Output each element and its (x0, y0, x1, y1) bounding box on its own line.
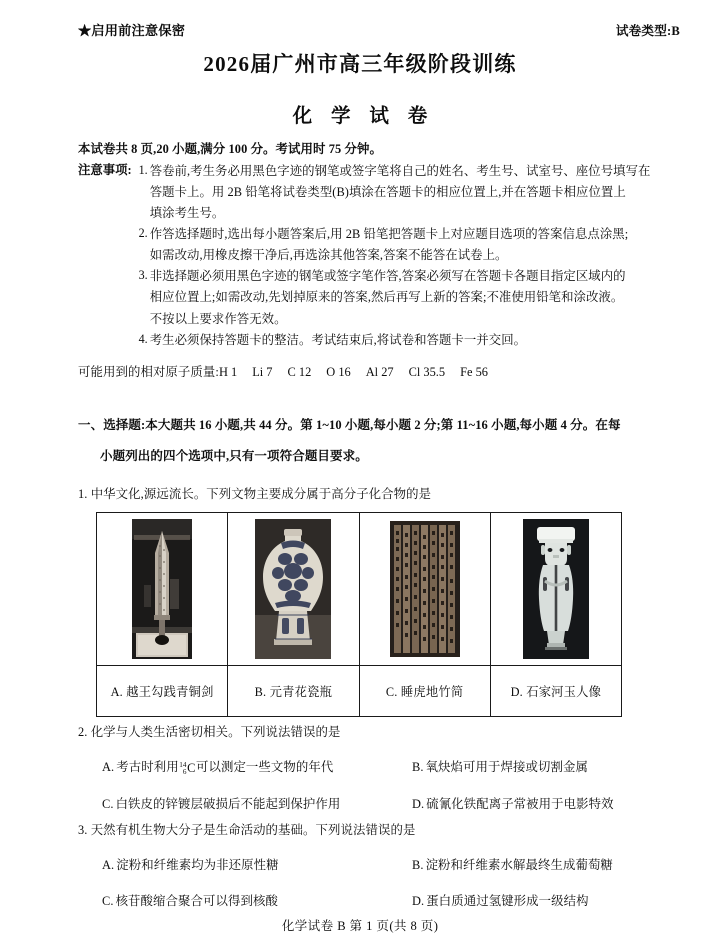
bamboo-slips-photo-svg (390, 521, 460, 657)
bronze-sword-photo (97, 513, 227, 665)
atomic-mass-label: 可能用到的相对原子质量: (78, 365, 219, 379)
option-text: 核苷酸缩合聚合可以得到核酸 (115, 894, 278, 908)
note-item-cont (133, 287, 654, 307)
note-item (133, 330, 654, 350)
element-symbol: C (187, 760, 196, 775)
atomic-mass-item: Al 27 (365, 365, 394, 379)
bronze-sword-photo-svg (132, 519, 192, 659)
artifact-image-cell (97, 513, 228, 666)
notes-wrapper (78, 161, 654, 351)
section-heading-line1: 一、选择题:本大题共 16 小题,共 44 分。第 1~10 小题,每小题 2 分;第 11~16 小题,每小题 4 分。在每 (78, 418, 621, 432)
option-text-post: 可以测定一些文物的年代 (195, 760, 334, 774)
note-item (133, 266, 654, 286)
bamboo-slips-photo (360, 513, 490, 665)
option-c[interactable] (102, 891, 412, 909)
question-2-stem: 2. 化学与人类生活密切相关。下列说法错误的是 (78, 725, 341, 739)
note-number: 3. (138, 268, 148, 283)
note-number: 4. (138, 331, 148, 346)
page-title: 2026届广州市高三年级阶段训练 (203, 52, 517, 76)
option-letter: C. (102, 894, 114, 908)
notes-list (132, 161, 654, 351)
question-3-options (78, 855, 662, 909)
jade-figurine-photo (491, 513, 621, 665)
option-letter: A. (102, 760, 115, 774)
atomic-mass-item: Fe 56 (460, 365, 488, 379)
note-item (133, 224, 654, 244)
note-text: 非选择题必须用黑色字迹的钢笔或签字笔作答,答案必须写在答题卡各题目指定区域内的 (149, 269, 626, 284)
artifact-image-row (97, 513, 622, 666)
mass-number: 14 (179, 761, 187, 770)
question-1 (78, 484, 662, 502)
atomic-mass-item: H 1 (218, 365, 238, 379)
note-text: 如需改动,用橡皮擦干净后,再选涂其他答案,答案不能答在试卷上。 (149, 248, 508, 263)
option-text: 氧炔焰可用于焊接或切割金属 (425, 760, 588, 774)
atomic-mass-item: Cl 35.5 (408, 365, 446, 379)
note-text: 答卷前,考生务必用黑色字迹的钢笔或签字笔将自己的姓名、考生号、试室号、座位号填写在 (149, 163, 651, 178)
note-number: 2. (138, 226, 148, 241)
question-2 (78, 722, 662, 812)
artifact-caption: C. 睡虎地竹简 (359, 666, 490, 717)
note-text: 考生必须保持答题卡的整洁。考试结束后,将试卷和答题卡一并交回。 (149, 332, 527, 347)
relative-atomic-mass-line (78, 362, 654, 380)
atomic-number: 6 (182, 768, 187, 777)
section-heading (78, 410, 662, 471)
option-text: 淀粉和纤维素水解最终生成葡萄糖 (425, 858, 613, 872)
note-item-cont (133, 182, 654, 202)
note-item-cont (133, 203, 654, 223)
note-text: 相应位置上;如需改动,先划掉原来的答案,然后再写上新的答案;不准使用铅笔和涂改液。 (149, 290, 624, 305)
note-text: 填涂考生号。 (149, 206, 225, 221)
notes-label: 注意事项: (78, 162, 132, 177)
note-text: 答题卡上。用 2B 铅笔将试卷类型(B)填涂在答题卡的相应位置上,并在答题卡相应位置上 (149, 184, 626, 199)
exam-instructions-block (78, 140, 654, 351)
option-text: 白铁皮的锌镀层破损后不能起到保护作用 (115, 796, 341, 811)
option-letter: D. (412, 894, 425, 908)
artifact-options-table (96, 512, 622, 717)
blue-white-porcelain-vase-photo (228, 513, 358, 665)
option-a[interactable] (102, 855, 412, 873)
artifact-image-cell (359, 513, 490, 666)
subject-title: 化 学 试 卷 (292, 106, 435, 127)
jade-figurine-photo-svg (523, 519, 589, 659)
note-text: 不按以上要求作答无效。 (149, 311, 287, 326)
porcelain-vase-photo-svg (255, 519, 331, 659)
question-2-options (78, 757, 662, 812)
option-d[interactable] (412, 891, 662, 909)
artifact-caption-row (97, 666, 622, 717)
option-letter: B. (412, 858, 424, 872)
atomic-mass-item: O 16 (326, 365, 351, 379)
option-b[interactable] (412, 855, 662, 873)
artifact-caption: D. 石家河玉人像 (490, 666, 621, 717)
option-letter: D. (412, 796, 425, 811)
note-item-cont (133, 309, 654, 329)
option-letter: C. (102, 796, 114, 811)
note-text: 作答选择题时,选出每小题答案后,用 2B 铅笔把答题卡上对应题目选项的答案信息点涂黑; (149, 227, 629, 242)
option-b[interactable] (412, 757, 662, 776)
question-3-stem: 3. 天然有机生物大分子是生命活动的基础。下列说法错误的是 (78, 823, 416, 837)
option-a[interactable] (102, 757, 412, 776)
page-footer: 化学试卷 B 第 1 页(共 8 页) (281, 919, 439, 933)
carbon-14-isotope-notation (179, 761, 195, 776)
option-letter: A. (102, 858, 115, 872)
secrecy-notice: ★启用前注意保密 (78, 23, 186, 38)
option-letter: B. (412, 760, 424, 774)
section-heading-line2: 小题列出的四个选项中,只有一项符合题目要求。 (100, 448, 368, 463)
question-1-stem: 1. 中华文化,源远流长。下列文物主要成分属于高分子化合物的是 (78, 487, 432, 501)
artifact-image-cell (490, 513, 621, 666)
artifact-caption: A. 越王勾践青铜剑 (97, 666, 228, 717)
option-text: 硫氰化铁配离子常被用于电影特效 (426, 796, 614, 811)
option-text: 蛋白质通过氢键形成一级结构 (426, 894, 589, 908)
exam-summary: 本试卷共 8 页,20 小题,满分 100 分。考试用时 75 分钟。 (78, 142, 382, 156)
option-text-pre: 考古时利用 (116, 760, 179, 774)
option-c[interactable] (102, 794, 412, 812)
note-item (133, 161, 654, 181)
artifact-caption: B. 元青花瓷瓶 (228, 666, 359, 717)
atomic-mass-item: Li 7 (252, 365, 273, 379)
option-d[interactable] (412, 794, 662, 812)
note-item-cont (133, 245, 654, 265)
question-3 (78, 820, 662, 909)
option-text: 淀粉和纤维素均为非还原性糖 (116, 858, 279, 872)
note-number: 1. (138, 162, 148, 177)
page-header (78, 20, 680, 39)
artifact-image-cell (228, 513, 359, 666)
atomic-mass-item: C 12 (287, 365, 312, 379)
paper-type-label: 试卷类型:B (615, 24, 680, 38)
